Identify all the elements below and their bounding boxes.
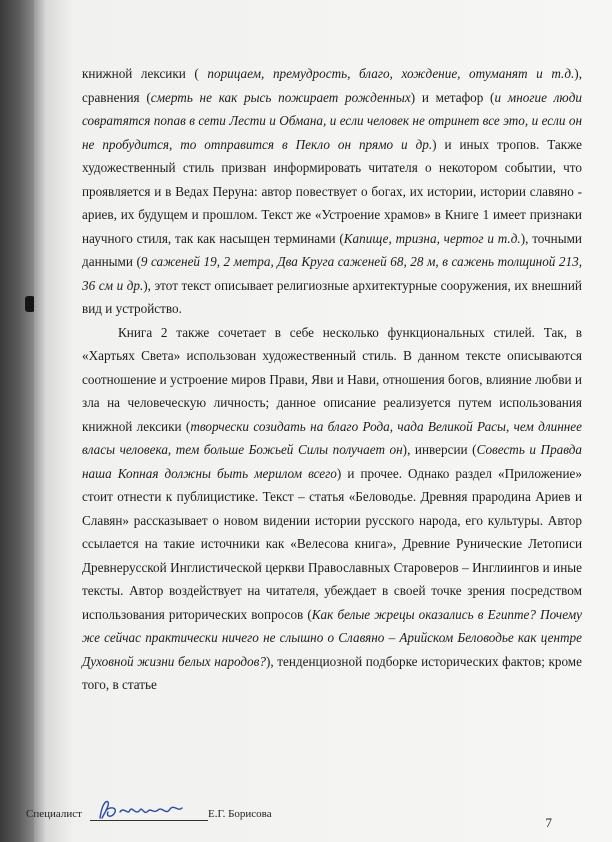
italic-text-run: творчески созидать на благо Рода, чада Великой Расы, чем длиннее власы человека, тем больше Божьей Силы получает он xyxy=(82,418,582,457)
italic-text-run: Как белые жрецы оказались в Египте? Почему же сейчас практически ничего не слышно о Славяно – Арийском Беловодье как центре Духовной жизни белых народов? xyxy=(82,606,582,669)
text-run: ) и метафор ( xyxy=(410,89,495,105)
footer-label: Специалист xyxy=(26,808,82,820)
page-number: 7 xyxy=(545,815,552,830)
paragraph xyxy=(82,62,582,321)
italic-text-run: 9 саженей 19, 2 метра, Два Круга саженей 68, 28 м, в сажень толщиной 213, 36 см и др. xyxy=(82,254,582,293)
handwritten-signature xyxy=(96,796,186,826)
italic-text-run: Капище, тризна, чертог и т.д. xyxy=(343,230,521,246)
scan-edge-shadow xyxy=(0,0,34,842)
text-run: книжной лексики ( xyxy=(82,66,208,81)
italic-text-run: Совесть и Правда наша Копная должны быть мерилом всего xyxy=(82,442,582,481)
text-run: ), сравнения ( xyxy=(82,66,582,105)
text-run: Книга 2 также сочетает в себе несколько функциональных стилей. Так, в «Хартьях Света» использован художественный стиль. В данном тексте описываются соотношение и устроение миров Прави, Яви и Нави, отношения богов, влияние любви и зла на человеческую личность; данное описание реализуется путем использования книжной лексики ( xyxy=(82,324,582,434)
document-body xyxy=(82,62,582,697)
text-run: ) и иных тропов. Также художественный стиль призван информировать читателя о некотором событии, что проявляется и в Ведах Перуна: автор повествует о богах, их истории, истории славяно - ариев, их будущем и прошлом. Текст же «Устроение храмов» в Книге 1 имеет признаки научного стиля, так как насыщен терминами ( xyxy=(82,136,582,246)
text-run: ), тенденциозной подборке исторических фактов; кроме того, в статье xyxy=(82,653,582,692)
text-run: ), этот текст описывает религиозные архитектурные сооружения, их внешний вид и устройство. xyxy=(82,277,582,316)
text-run: ), точными данными ( xyxy=(82,230,582,269)
italic-text-run: порицаем, премудрость, благо, хождение, отуманят и т.д. xyxy=(207,66,575,81)
footer xyxy=(26,800,566,830)
paragraph xyxy=(82,321,582,697)
specialist-name: Е.Г. Борисова xyxy=(208,808,272,820)
document-page xyxy=(34,0,612,842)
text-run: ) и прочее. Однако раздел «Приложение» стоит отнести к публицистике. Текст – статья «Беловодье. Древняя прародина Ариев и Славян» рассказывает о новом видении истории русского народа, его культуры. Автор ссылается на такие источники как «Велесова книга», Древние Рунические Летописи Древнерусской Инглистической церкви Православных Староверов – Инглиингов и иные тексты. Автор воздействует на читателя, убеждает в своей точке зрения посредством использования риторических вопросов ( xyxy=(82,465,582,622)
italic-text-run: смерть не как рысь пожирает рожденных xyxy=(150,89,411,105)
text-run: ), инверсии ( xyxy=(402,442,477,457)
italic-text-run: и многие люди совратятся попав в сети Лести и Обмана, и если человек не отринет все это, и если он не пробудится, то отправится в Пекло он прямо и др. xyxy=(82,89,582,152)
